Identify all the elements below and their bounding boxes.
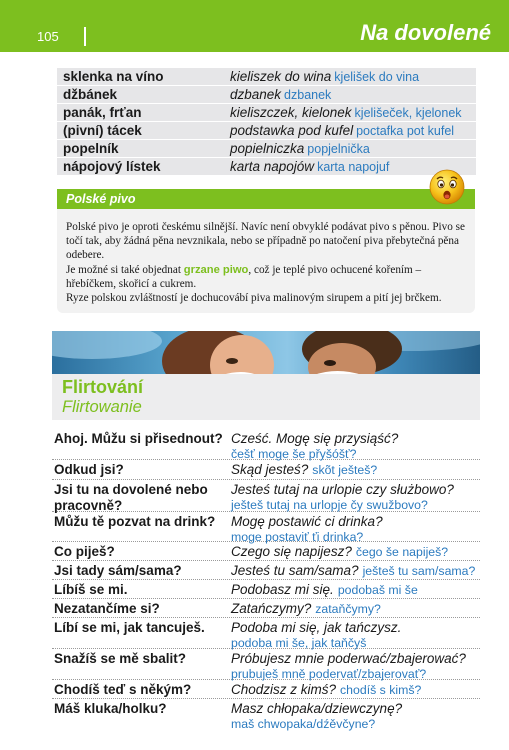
- phrase-row: [52, 460, 480, 480]
- phrase-czech: Jsi tady sám/sama?: [54, 563, 182, 578]
- page-header: [0, 0, 509, 52]
- phrase-polish: Chodzisz z kimś? chodíš s kimš?: [231, 682, 422, 697]
- phrase-pronunciation: maš chwopaka/dźěvčyne?: [231, 716, 376, 731]
- section-title-polish: Flirtowanie: [62, 398, 142, 416]
- phrase-row: [52, 512, 480, 542]
- vocab-czech: džbánek: [63, 87, 118, 102]
- phrase-polish: Mogę postawić ci drinka? moge postaviť ťi drinka?: [231, 514, 481, 545]
- phrase-polish: Cześć. Mogę się przysiąść? češť moge še přyšóšť?: [231, 431, 481, 462]
- info-box-text: [66, 220, 468, 305]
- phrase-pronunciation: zataňčymy?: [315, 602, 381, 616]
- phrase-polish: Próbujesz mnie poderwać/zbajerować? prubuješ mně podervať/zbajerovať?: [231, 651, 481, 682]
- phrase-polish: Jesteś tutaj na urlopie czy służbowo? ješteš tutaj na urlopje čy swužbovo?: [231, 482, 481, 513]
- phrase-polish: Jesteś tu sam/sama? ješteš tu sam/sama?: [231, 563, 476, 578]
- phrase-polish: Czego się napijesz? čego še napiješ?: [231, 544, 449, 559]
- info-paragraph: Je možné si také objednat grzane piwo, což je teplé pivo ochucené kořením – hřebíčkem, skořicí a cukrem.: [66, 263, 422, 290]
- vocab-czech: panák, frťan: [63, 105, 142, 120]
- vocab-polish: podstawka pod kufel poctafka pot kufel: [230, 123, 455, 138]
- phrase-pronunciation: češť moge še přyšóšť?: [231, 446, 357, 461]
- vocab-czech: (pivní) tácek: [63, 123, 142, 138]
- vocab-polish: popielniczka popjelnička: [230, 141, 370, 156]
- phrase-czech: Odkud jsi?: [54, 462, 124, 477]
- phrase-czech: Snažíš se mě sbalit?: [54, 651, 187, 666]
- vocab-polish: karta napojów karta napojuf: [230, 159, 390, 174]
- phrase-czech: Ahoj. Můžu si přisednout?: [54, 431, 223, 446]
- phrase-czech: Líbí se mi, jak tancuješ.: [54, 620, 205, 635]
- phrase-polish: Zatańczymy? zataňčymy?: [231, 601, 381, 616]
- highlight-term: grzane piwo: [183, 263, 249, 276]
- vocab-row: [57, 104, 476, 122]
- phrase-row: [52, 599, 480, 618]
- couple-photo: [52, 331, 480, 375]
- vocab-pronunciation: karta napojuf: [317, 160, 390, 174]
- vocab-row: [57, 140, 476, 158]
- phrase-pronunciation: chodíš s kimš?: [340, 683, 422, 697]
- phrase-row: [52, 699, 480, 731]
- info-box-header: [57, 189, 475, 209]
- phrase-czech: Co piješ?: [54, 544, 115, 559]
- vocabulary-table: [57, 68, 476, 176]
- vocab-row: [57, 86, 476, 104]
- chapter-title: Na dovolené: [360, 20, 491, 45]
- phrase-row: [52, 561, 480, 580]
- vocab-pronunciation: popjelnička: [307, 142, 370, 156]
- phrase-polish: Podobasz mi się. podobaš mi še: [231, 582, 418, 597]
- phrase-polish: Masz chłopaka/dziewczynę? maš chwopaka/dźěvčyne?: [231, 701, 481, 732]
- surprised-face-icon: [428, 168, 466, 206]
- vocab-row: [57, 122, 476, 140]
- phrase-czech: Líbíš se mi.: [54, 582, 128, 597]
- vocab-pronunciation: poctafka pot kufel: [356, 124, 455, 138]
- vocab-czech: sklenka na víno: [63, 69, 164, 84]
- phrase-czech: Jsi tu na dovolené nebo pracovně?: [54, 482, 208, 513]
- phrase-polish: Podoba mi się, jak tańczysz. podoba mi še, jak taňčyš: [231, 620, 481, 651]
- vocab-polish: kieliszczek, kielonek kjelišeček, kjelonek: [230, 105, 462, 120]
- vocab-polish: dzbanek dzbanek: [230, 87, 332, 102]
- vocab-czech: nápojový lístek: [63, 159, 161, 174]
- info-paragraph: Polské pivo je oproti českému silnější. Navíc není obvyklé podávat pivo s pěnou. Pivo se točí tak, aby žádná pěna nevznikala, nebo se případně po natočení piva přebytečná pěna odebere.: [66, 221, 465, 262]
- vocab-pronunciation: dzbanek: [284, 88, 332, 102]
- phrase-czech: Nezatančíme si?: [54, 601, 160, 616]
- vocab-polish: kieliszek do wina kjelišek do vina: [230, 69, 420, 84]
- vocab-pronunciation: kjelišeček, kjelonek: [354, 106, 462, 120]
- phrase-czech: Chodíš teď s někým?: [54, 682, 192, 697]
- phrase-row: [52, 649, 480, 680]
- header-divider: [84, 27, 86, 46]
- phrase-pronunciation: prubuješ mně podervať/zbajerovať?: [231, 666, 427, 681]
- phrase-row: [52, 542, 480, 561]
- info-paragraph: Ryze polskou zvláštností je dochucovábí piva malinovým sirupem a pití jej brčkem.: [66, 292, 442, 305]
- page-number: 105: [37, 29, 59, 44]
- phrase-pronunciation: moge postaviť ťi drinka?: [231, 529, 364, 544]
- phrase-czech: Můžu tě pozvat na drink?: [54, 514, 216, 529]
- phrase-row: [52, 680, 480, 699]
- phrase-pronunciation: ješteš tutaj na urlopje čy swužbovo?: [231, 497, 428, 512]
- vocab-row: [57, 158, 476, 176]
- phrase-czech: Máš kluka/holku?: [54, 701, 167, 716]
- phrase-row: [52, 618, 480, 649]
- vocab-czech: popelník: [63, 141, 119, 156]
- section-heading: [52, 374, 480, 420]
- phrase-pronunciation: skõt ješteš?: [312, 463, 378, 477]
- phrase-pronunciation: čego še napiješ?: [355, 545, 449, 559]
- phrase-pronunciation: ješteš tu sam/sama?: [362, 564, 476, 578]
- phrase-row: [52, 480, 480, 512]
- phrase-row: [52, 429, 480, 460]
- phrase-polish: Skąd jesteś? skõt ješteš?: [231, 462, 378, 477]
- photo-illustration: [52, 331, 480, 375]
- vocab-row: [57, 68, 476, 86]
- phrase-pronunciation: podobaš mi še: [337, 583, 418, 597]
- phrase-row: [52, 580, 480, 599]
- phrase-pronunciation: podoba mi še, jak taňčyš: [231, 635, 367, 650]
- section-title-czech: Flirtování: [62, 377, 144, 397]
- info-box-title: Polské pivo: [66, 192, 136, 206]
- vocab-pronunciation: kjelišek do vina: [334, 70, 420, 84]
